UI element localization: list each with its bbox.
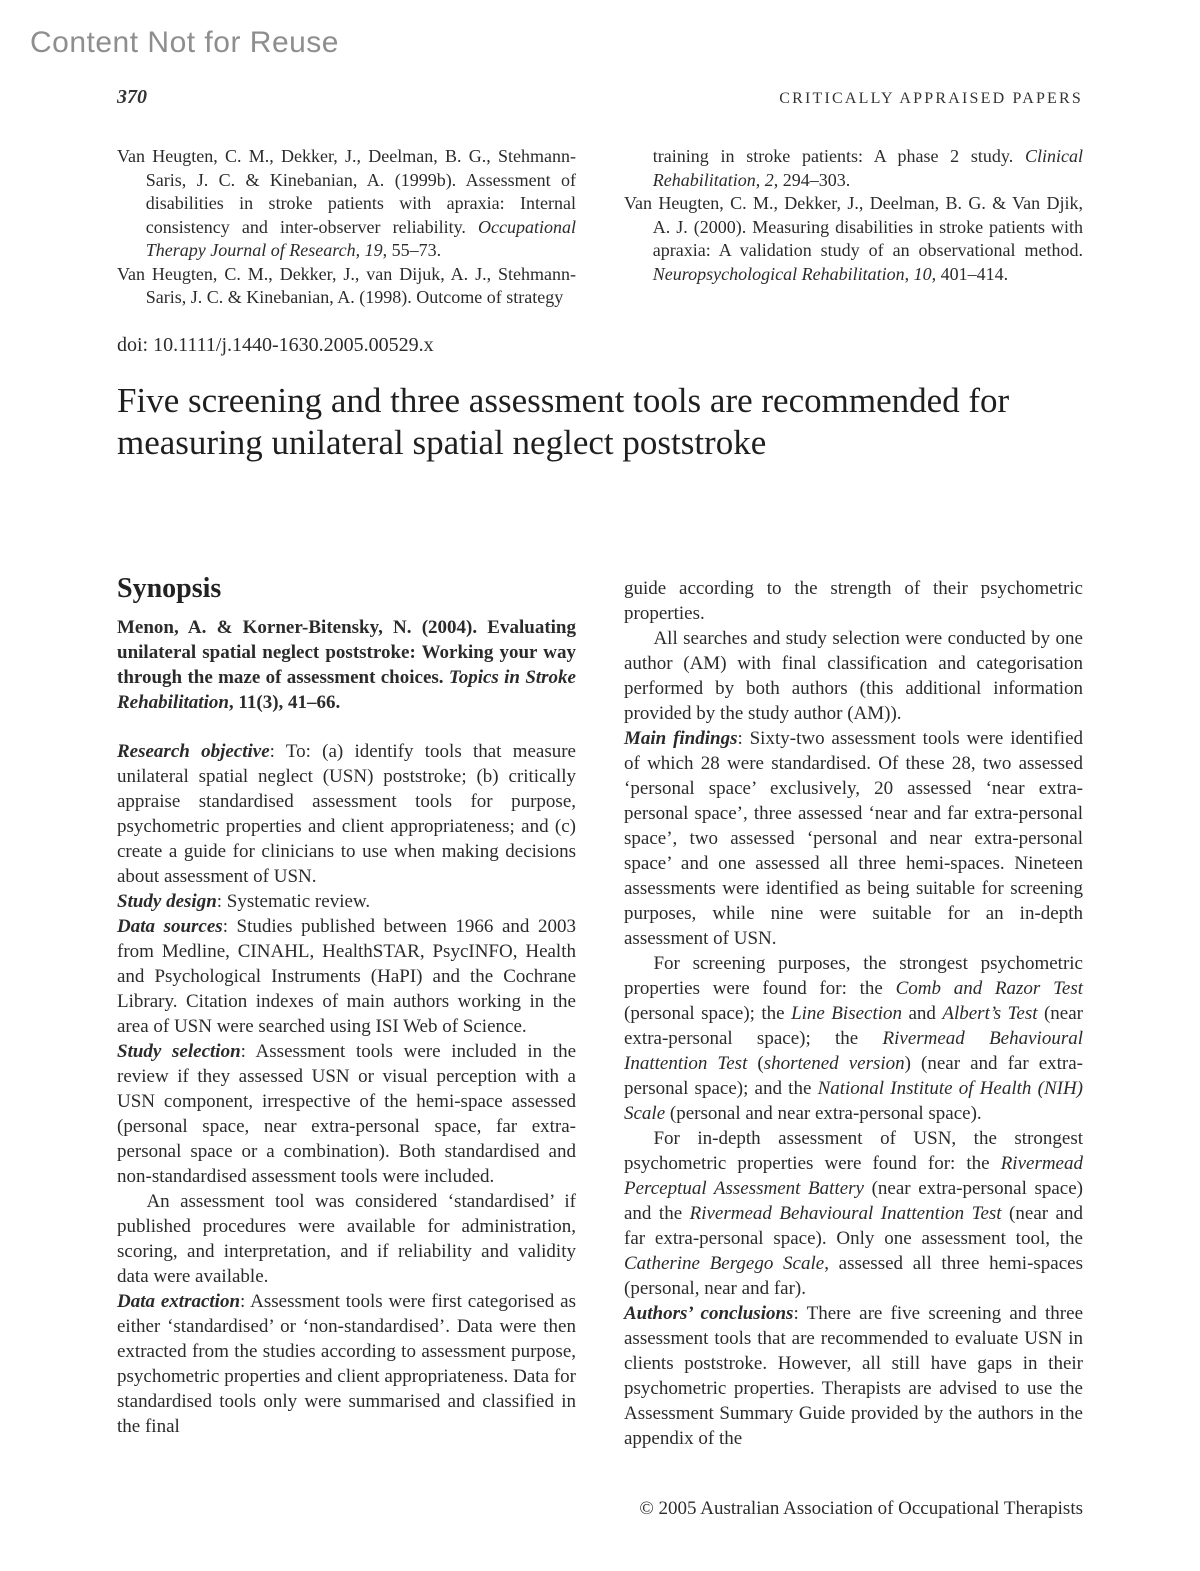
references-section xyxy=(117,145,1083,310)
paragraph-data-extraction: Data extraction: Assessment tools were first categorised as either ‘standardised’ or ‘non-standardised’. Data were then extracted from the studies according to assessment purpose, psychometric properties and client appropriateness. Data for standardised tools only were summarised and classified in the final xyxy=(117,1291,576,1437)
reference-entry-continuation: training in stroke patients: A phase 2 study. Clinical Rehabilitation, 2, 294–303. xyxy=(652,146,1083,190)
references-left-column xyxy=(117,145,576,310)
reference-entry: Van Heugten, C. M., Dekker, J., van Dijuk, A. J., Stehmann-Saris, J. C. & Kinebanian, A. (1998). Outcome of strategy xyxy=(117,263,576,307)
synopsis-left-column xyxy=(117,573,576,1451)
paragraph-study-selection: Study selection: Assessment tools were included in the review if they assessed USN or visual perception with a USN component, irrespective of the hemi-space assessed (personal space, near extra-personal space, far extra-personal space or a combination). Both standardised and non-standardised assessment tools were included. xyxy=(117,1041,576,1187)
paragraph-standardised-definition: An assessment tool was considered ‘standardised’ if published procedures were available for administration, scoring, and interpretation, and if reliability and validity data were available. xyxy=(117,1191,576,1287)
reference-entry: Van Heugten, C. M., Dekker, J., Deelman, B. G., Stehmann-Saris, J. C. & Kinebanian, A. (1999b). Assessment of disabilities in stroke patients with apraxia: Internal consistency and inter-observer reliability. Occupational Therapy Journal of Research, 19, 55–73. xyxy=(117,146,576,260)
synopsis-section xyxy=(117,573,1084,1451)
copyright-notice: © 2005 Australian Association of Occupational Therapists xyxy=(639,1498,1083,1519)
page-number: 370 xyxy=(117,86,147,108)
synopsis-right-column xyxy=(624,576,1083,1451)
paragraph-continuation: guide according to the strength of their psychometric properties. xyxy=(624,578,1083,624)
paragraph-study-design: Study design: Systematic review. xyxy=(117,891,371,912)
references-right-column xyxy=(624,145,1083,310)
paragraph-research-objective: Research objective: To: (a) identify tools that measure unilateral spatial neglect (USN) poststroke; (b) critically appraise standardised assessment tools for purpose, psychometric properties and client appropriateness; and (c) create a guide for clinicians to use when making decisions about assessment of USN. xyxy=(117,741,576,887)
page-header xyxy=(117,86,1083,109)
paragraph-indepth-tools: For in-depth assessment of USN, the strongest psychometric properties were found for: the Rivermead Perceptual Assessment Battery (near extra-personal space) and the Rivermead Behavioural Inattention Test (near and far extra-personal space). Only one assessment tool, the Catherine Bergego Scale, assessed all three hemi-spaces (personal, near and far). xyxy=(624,1128,1083,1299)
synopsis-heading: Synopsis xyxy=(117,573,222,604)
paragraph-main-findings: Main findings: Sixty-two assessment tools were identified of which 28 were standardised. Of these 28, two assessed ‘personal space’ exclusively, 20 assessed ‘near extra-personal space’, three assessed ‘near and far extra-personal space’, two assessed ‘personal and near extra-personal space’ and one assessed all three hemi-spaces. Nineteen assessments were identified as being suitable for screening purposes, while nine were suitable for an in-depth assessment of USN. xyxy=(624,728,1084,949)
reference-entry: Van Heugten, C. M., Dekker, J., Deelman, B. G. & Van Djik, A. J. (2000). Measuring disabilities in stroke patients with apraxia: A validation study of an observational method. Neuropsychological Rehabilitation, 10, 401–414. xyxy=(624,193,1083,284)
article-title: Five screening and three assessment tools are recommended for measuring unilateral spatial neglect poststroke xyxy=(117,381,1010,462)
paragraph-authors-conclusions: Authors’ conclusions: There are five screening and three assessment tools that are recommended to evaluate USN in clients poststroke. However, all still have gaps in their psychometric properties. Therapists are advised to use the Assessment Summary Guide provided by the authors in the appendix of the xyxy=(624,1303,1084,1449)
paragraph-searches: All searches and study selection were conducted by one author (AM) with final classification and categorisation performed by both authors (this additional information provided by the study author (AM)). xyxy=(624,628,1083,724)
watermark-text: Content Not for Reuse xyxy=(30,26,339,59)
paragraph-screening-tools: For screening purposes, the strongest psychometric properties were found for: the Comb and Razor Test (personal space); the Line Bisection and Albert’s Test (near extra-personal space); the Rivermead Behavioural Inattention Test (shortened version) (near and far extra-personal space); and the National Institute of Health (NIH) Scale (personal and near extra-personal space). xyxy=(624,953,1084,1124)
paragraph-data-sources: Data sources: Studies published between 1966 and 2003 from Medline, CINAHL, HealthSTAR, PsycINFO, Health and Psychological Instruments (HaPI) and the Cochrane Library. Citation indexes of main authors working in the area of USN were searched using ISI Web of Science. xyxy=(117,916,576,1037)
running-head: CRITICALLY APPRAISED PAPERS xyxy=(779,90,1083,107)
synopsis-citation: Menon, A. & Korner-Bitensky, N. (2004). Evaluating unilateral spatial neglect poststroke: Working your way through the maze of assessment choices. Topics in Stroke Rehabilitation, 11(3), 41–66. xyxy=(117,617,576,713)
doi-line: doi: 10.1111/j.1440-1630.2005.00529.x xyxy=(117,334,434,356)
